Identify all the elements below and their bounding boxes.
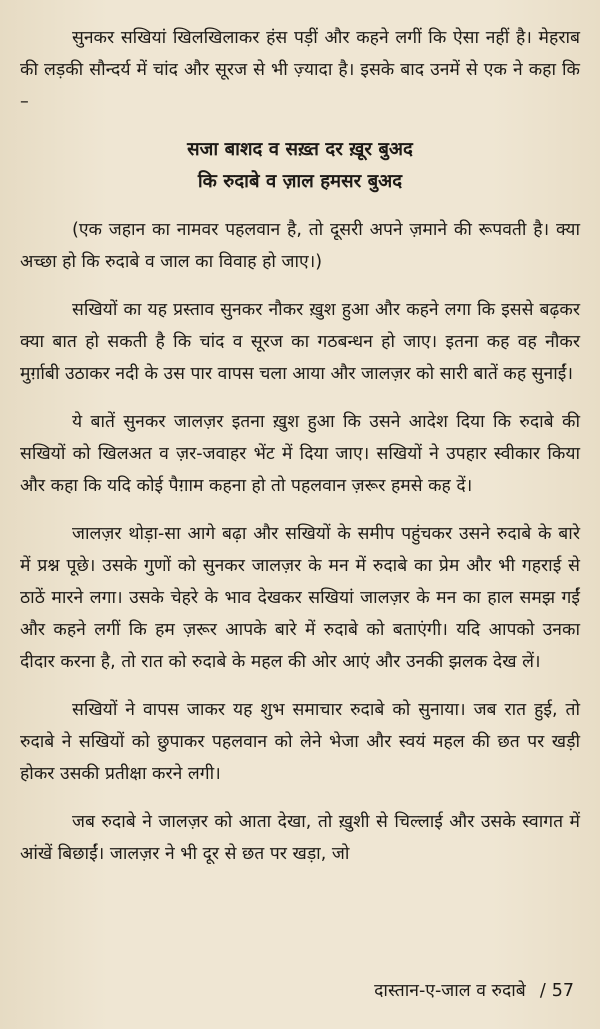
couplet-line-2: कि रुदाबे व ज़ाल हमसर बुअद bbox=[197, 171, 403, 192]
page-footer bbox=[374, 978, 574, 1004]
couplet-line-1: सजा बाशद व सख़्त दर ख़ूर बुअद bbox=[187, 139, 413, 160]
running-title: दास्तान-ए-जाल व रुदाबे bbox=[374, 981, 526, 1001]
paragraph-2: सखियों का यह प्रस्ताव सुनकर नौकर ख़ुश हुआ और कहने लगा कि इससे बढ़कर क्या बात हो सकती है कि चांद व सूरज का गठबन्धन हो जाए। इतना कह वह नौकर मुर्ग़ाबी उठाकर नदी के उस पार वापस चला आया और जालज़र को सारी बातें कह सुनाईं। bbox=[20, 300, 580, 384]
page-number: 57 bbox=[551, 981, 574, 1001]
footer-separator: / bbox=[539, 981, 546, 1001]
paragraph-3: ये बातें सुनकर जालज़र इतना ख़ुश हुआ कि उसने आदेश दिया कि रुदाबे की सखियों को खिलअत व ज़र-जवाहर भेंट में दिया जाए। सखियों ने उपहार स्वीकार किया और कहा कि यदि कोई पैग़ाम कहना हो तो पहलवान ज़रूर हमसे कह दें। bbox=[20, 412, 580, 496]
couplet-translation: (एक जहान का नामवर पहलवान है, तो दूसरी अपने ज़माने की रूपवती है। क्या अच्छा हो कि रुदाबे व जाल का विवाह हो जाए।) bbox=[20, 220, 580, 272]
paragraph-1: सुनकर सखियां खिलखिलाकर हंस पड़ीं और कहने लगीं कि ऐसा नहीं है। मेहराब की लड़की सौन्दर्य में चांद और सूरज से भी ज़्यादा है। इसके बाद उनमें से एक ने कहा कि – bbox=[20, 28, 580, 112]
paragraph-5: सखियों ने वापस जाकर यह शुभ समाचार रुदाबे को सुनाया। जब रात हुई, तो रुदाबे ने सखियों को छुपाकर पहलवान को लेने भेजा और स्वयं महल की छत पर खड़ी होकर उसकी प्रतीक्षा करने लगी। bbox=[20, 700, 580, 784]
paragraph-6: जब रुदाबे ने जालज़र को आता देखा, तो ख़ुशी से चिल्लाई और उसके स्वागत में आंखें बिछाईं। जालज़र ने भी दूर से छत पर खड़ा, जो bbox=[20, 812, 580, 864]
paragraph-4: जालज़र थोड़ा-सा आगे बढ़ा और सखियों के समीप पहुंचकर उसने रुदाबे के बारे में प्रश्न पूछे। उसके गुणों को सुनकर जालज़र के मन में रुदाबे का प्रेम और भी गहराई से ठाठें मारने लगा। उसके चेहरे के भाव देखकर सखियां जालज़र के मन का हाल समझ गईं और कहने लगीं कि हम ज़रूर आपके बारे में रुदाबे को बताएंगी। यदि आपको उनका दीदार करना है, तो रात को रुदाबे के महल की ओर आएं और उनकी झलक देख लें। bbox=[20, 524, 580, 672]
persian-couplet bbox=[20, 134, 580, 198]
